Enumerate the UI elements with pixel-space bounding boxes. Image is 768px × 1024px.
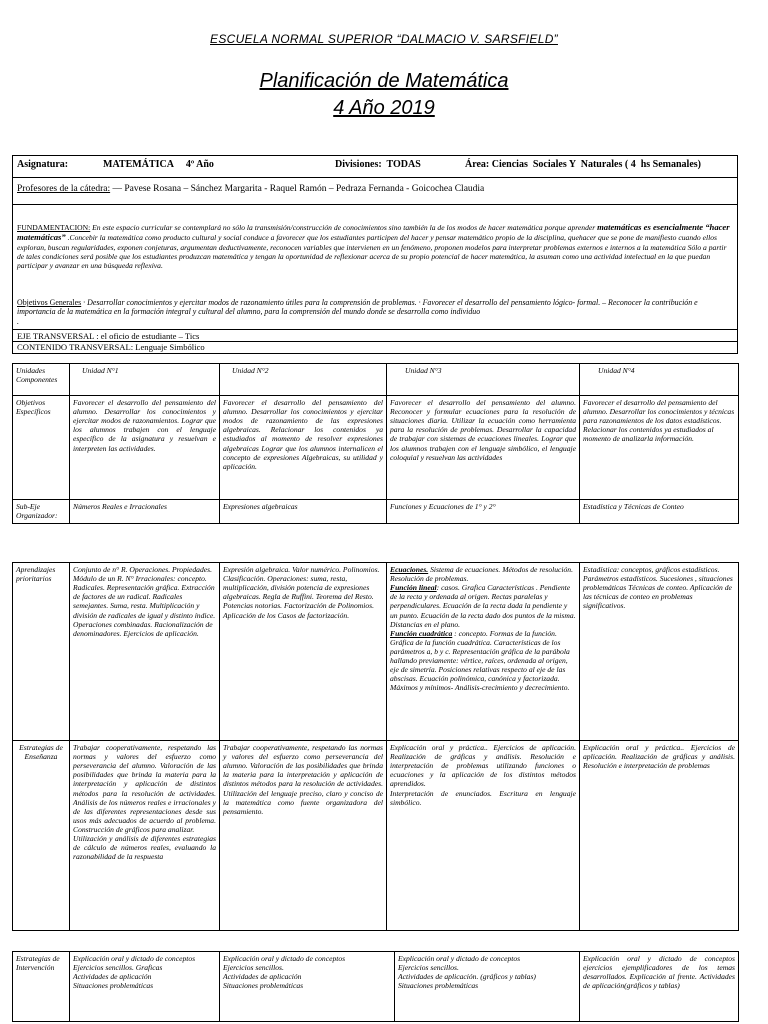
fundamentacion-label: FUNDAMENTACION:: [17, 223, 91, 232]
objetivos-row: [13, 396, 739, 500]
table-cell: Ecuaciones. Sistema de ecuaciones. Métodos de resolución. Resolución de problemas. Función lineal: casos. Grafica Características . Pendiente de la recta y ordenada al origen. Rectas paralelas y perpendiculares. Ecuación de la recta dada la pendiente y un punto. Ecuación de la recta dado dos puntos de la misma. Distancias en el plano. Función cuadrática : concepto. Formas de la función. Gráfica de la función cuadrática. Características de los parámetros a, b y c. Representación gráfica de la parábola hallando previamente: vértice, raíces, ordenada al origen, eje de simetría. Posiciones relativas respecto al eje de las abscisas. Ecuación polinómica, canónica y factorizada. Máximos y mínimos- Análisis-crecimiento y decrecimiento.: [387, 563, 580, 741]
table-cell: Números Reales e Irracionales: [70, 500, 220, 524]
table-cell: Explicación oral y dictado de conceptos ejercicios ejemplificadores de los temas desarrollados. Explicación al frente. Actividades de aplicación(gráficos y tablas): [580, 952, 739, 1022]
fundamentacion: FUNDAMENTACION: En este espacio curricular se contemplará no sólo la transmisión/construcción de conocimientos sino también la de los modos de hacer matemática porque aprender matemáticas es esencialmente “hacer matemáticas” .Concebir la matemática como producto cultural y social conduce a favorecer que los estudiantes participen del hacer y pensar matemático propio de la disciplina, quehacer que se pone de manifiesto cuando ellos exploran, buscan regularidades, exponen conjeturas, argumentan deductivamente, reconocen variables que intervienen en un fenómeno, proponen modelos para interpretar problemas externos e internos a la matemática Sólo a partir de tales condiciones será posible que los estudiantes produzcan matemática y tengan la oportunidad de reflexionar acerca de su propio potencial de hacer matemática, la asuman como una actividad intelectual en la que puedan participar y avanzar en una búsqueda reflexiva.: [17, 222, 730, 271]
table-header-cell: Unidad N°3: [387, 364, 580, 396]
table-cell: Conjunto de n° R. Operaciones. Propiedades. Módulo de un R. N° Irracionales: concepto. Radicales. Representación gráfica. Extracción de factores de un radical. Radicales semejantes. Suma, resta. Multiplicación y división de radicales de igual y distinto índice. Operaciones combinadas. Racionalización de denominadores. Ejercicios de aplicación.: [70, 563, 220, 741]
table-cell: Expresiones algebraicas: [220, 500, 387, 524]
table-cell: Favorecer el desarrollo del pensamiento del alumno. Desarrollar los conocimientos y ejercitar modos de razonamiento de las expresiones algebraicas. Relacionar los contenidos ya estudiados al momento de resolver expresiones algebraicas Lograr que los alumnos internalicen el concepto de expresiones Algebraicas, su utilidad y aplicación.: [220, 396, 387, 500]
table-header-cell: Unidad N°2: [220, 364, 387, 396]
table-cell: Trabajar cooperativamente, respetando las normas y valores del esfuerzo como perseverancia del alumno. Valoración de las posibilidades que brinda la materia para la interpretación y aplicación de distintos métodos para la resolución de actividades. Utilización del lenguaje preciso, claro y conciso de la matemática como fuente organizadora del pensamiento.: [220, 741, 387, 931]
table-cell: Expresión algebraica. Valor numérico. Polinomios. Clasificación. Operaciones: suma, resta, multiplicación, división potencia de expresiones algebraicas. Regla de Ruffini. Teorema del Resto. Potencias notorias. Factorización de Polinomios. Aplicación de los Casos de factorización.: [220, 563, 387, 741]
profesores-value: — Pavese Rosana – Sánchez Margarita - Raquel Ramón – Pedraza Fernanda - Goicochea Claudia: [110, 184, 485, 194]
table-cell: Favorecer el desarrollo del pensamiento del alumno. Desarrollar los conocimientos y técnicas para razonamientos de los datos estadísticos. Relacionar los contenidos ya estudiados al momento de analizarla información.: [580, 396, 739, 500]
intervention-table: [12, 951, 739, 1022]
asignatura-label: Asignatura:: [17, 159, 69, 170]
table-cell: Estadística: conceptos, gráficos estadísticos. Parámetros estadísticos. Sucesiones , situaciones problemáticas Técnicas de conteo. Aplicación de las técnicas de conteo en problemas significativos.: [580, 563, 739, 741]
row-label: Estrategias de Intervención: [13, 952, 70, 1022]
content-table: [12, 562, 739, 931]
table-cell: Explicación oral y dictado de conceptos Ejercicios sencillos. Actividades de aplicación. (gráficos y tablas) Situaciones problemáticas: [395, 952, 580, 1022]
course-info-box: [12, 155, 738, 354]
table-header-cell: Unidades Componentes: [13, 364, 70, 396]
row-label: Objetivos Específicos: [13, 396, 70, 500]
eje-transversal: EJE TRANSVERSAL : el oficio de estudiante – Tics: [17, 331, 200, 341]
table-cell: Funciones y Ecuaciones de 1° y 2°: [387, 500, 580, 524]
table-header-cell: Unidad N°4: [580, 364, 739, 396]
page-subtitle-year: 4 Año 2019: [333, 97, 435, 119]
objetivos-generales-label: Objetivos Generales: [17, 298, 82, 307]
contenido-transversal: CONTENIDO TRANSVERSAL: Lenguaje Simbólico: [17, 342, 205, 352]
table-cell: Explicación oral y dictado de conceptos Ejercicios sencillos. Actividades de aplicación Situaciones problemáticas: [220, 952, 395, 1022]
table-cell: Trabajar cooperativamente, respetando las normas y valores del esfuerzo como perseverancia del alumno. Valoración de las posibilidades que brinda la materia para la interpretación y aplicación de distintos métodos para la resolución de actividades. Análisis de los números reales e irracionales y de las diferentes representaciones desde sus usos más adecuados de acuerdo al problema. Construcción de gráficos para analizar. Utilización y análisis de diferentes estrategias de cálculo de números reales, evaluando la razonabilidad de la respuesta: [70, 741, 220, 931]
aprendizajes-row: [13, 563, 739, 741]
table-cell: Favorecer el desarrollo del pensamiento del alumno. Desarrollar los conocimientos y ejercitar modos de razonamientos. Lograr que los alumnos trabajen con el lenguaje específico de la asignatura y resuelvan e interpreten las actividades.: [70, 396, 220, 500]
table-cell: Explicación oral y dictado de conceptos Ejercicios sencillos. Graficas Actividades de aplicación Situaciones problemáticas: [70, 952, 220, 1022]
fundamentacion-highlight: matemáticas es esencialmente “hacer matemáticas”: [17, 222, 730, 243]
profesores-label: Profesores de la cátedra:: [17, 184, 111, 194]
row-label: Sub-Eje Organizador:: [13, 500, 70, 524]
area: Área: Ciencias Sociales Y Naturales ( 4 hs Semanales): [465, 159, 701, 170]
objetivos-generales: Objetivos Generales · Desarrollar conocimientos y ejercitar modos de razonamiento útiles para la comprensión de problemas. · Favorecer el desarrollo del pensamiento lógico- formal. – Reconocer la contribución e importancia de la matemática en la formación integral y cultural del alumno, para la comprensión del mundo donde se desarrolla como individuo .: [17, 298, 698, 326]
school-name: ESCUELA NORMAL SUPERIOR “DALMACIO V. SARSFIELD”: [210, 32, 558, 46]
asignatura-row: [13, 159, 737, 171]
table-cell: Favorecer el desarrollo del pensamiento del alumno. Reconocer y formular ecuaciones para la resolución de situaciones diaria. Utilizar la ecuación como herramienta para la resolución de problemas. Desarrollar la capacidad de trabajar con sistemas de ecuaciones lineales. Lograr que los alumnos trabajen con el lenguaje simbólico, el lenguaje coloquial y resuelvan las actividades: [387, 396, 580, 500]
units-header-row: [13, 364, 739, 396]
page-title: Planificación de Matemática: [259, 70, 509, 92]
asignatura-value: MATEMÁTICA 4º Año: [103, 159, 214, 170]
estrategias-intervencion-row: [13, 952, 739, 1022]
table-cell: Explicación oral y práctica.. Ejercicios de aplicación. Realización de gráficas y análisis. Resolución e interpretación de problemas utilizando funciones o ecuaciones y la aplicación de los distintos métodos aprendidos. Interpretación de enunciados. Escritura en lenguaje simbólico.: [387, 741, 580, 931]
units-table: [12, 363, 739, 524]
row-label: Aprendizajes prioritarios: [13, 563, 70, 741]
row-label: Estrategias de Enseñanza: [13, 741, 70, 931]
table-header-cell: Unidad N°1: [70, 364, 220, 396]
estrategias-ensenanza-row: [13, 741, 739, 931]
table-cell: Estadística y Técnicas de Conteo: [580, 500, 739, 524]
divisiones: Divisiones: TODAS: [335, 159, 421, 170]
table-cell: Explicación oral y práctica.. Ejercicios de aplicación. Realización de gráficas y análisis. Resolución e interpretación de problemas: [580, 741, 739, 931]
profesores-row: [13, 184, 737, 195]
subeje-row: [13, 500, 739, 524]
